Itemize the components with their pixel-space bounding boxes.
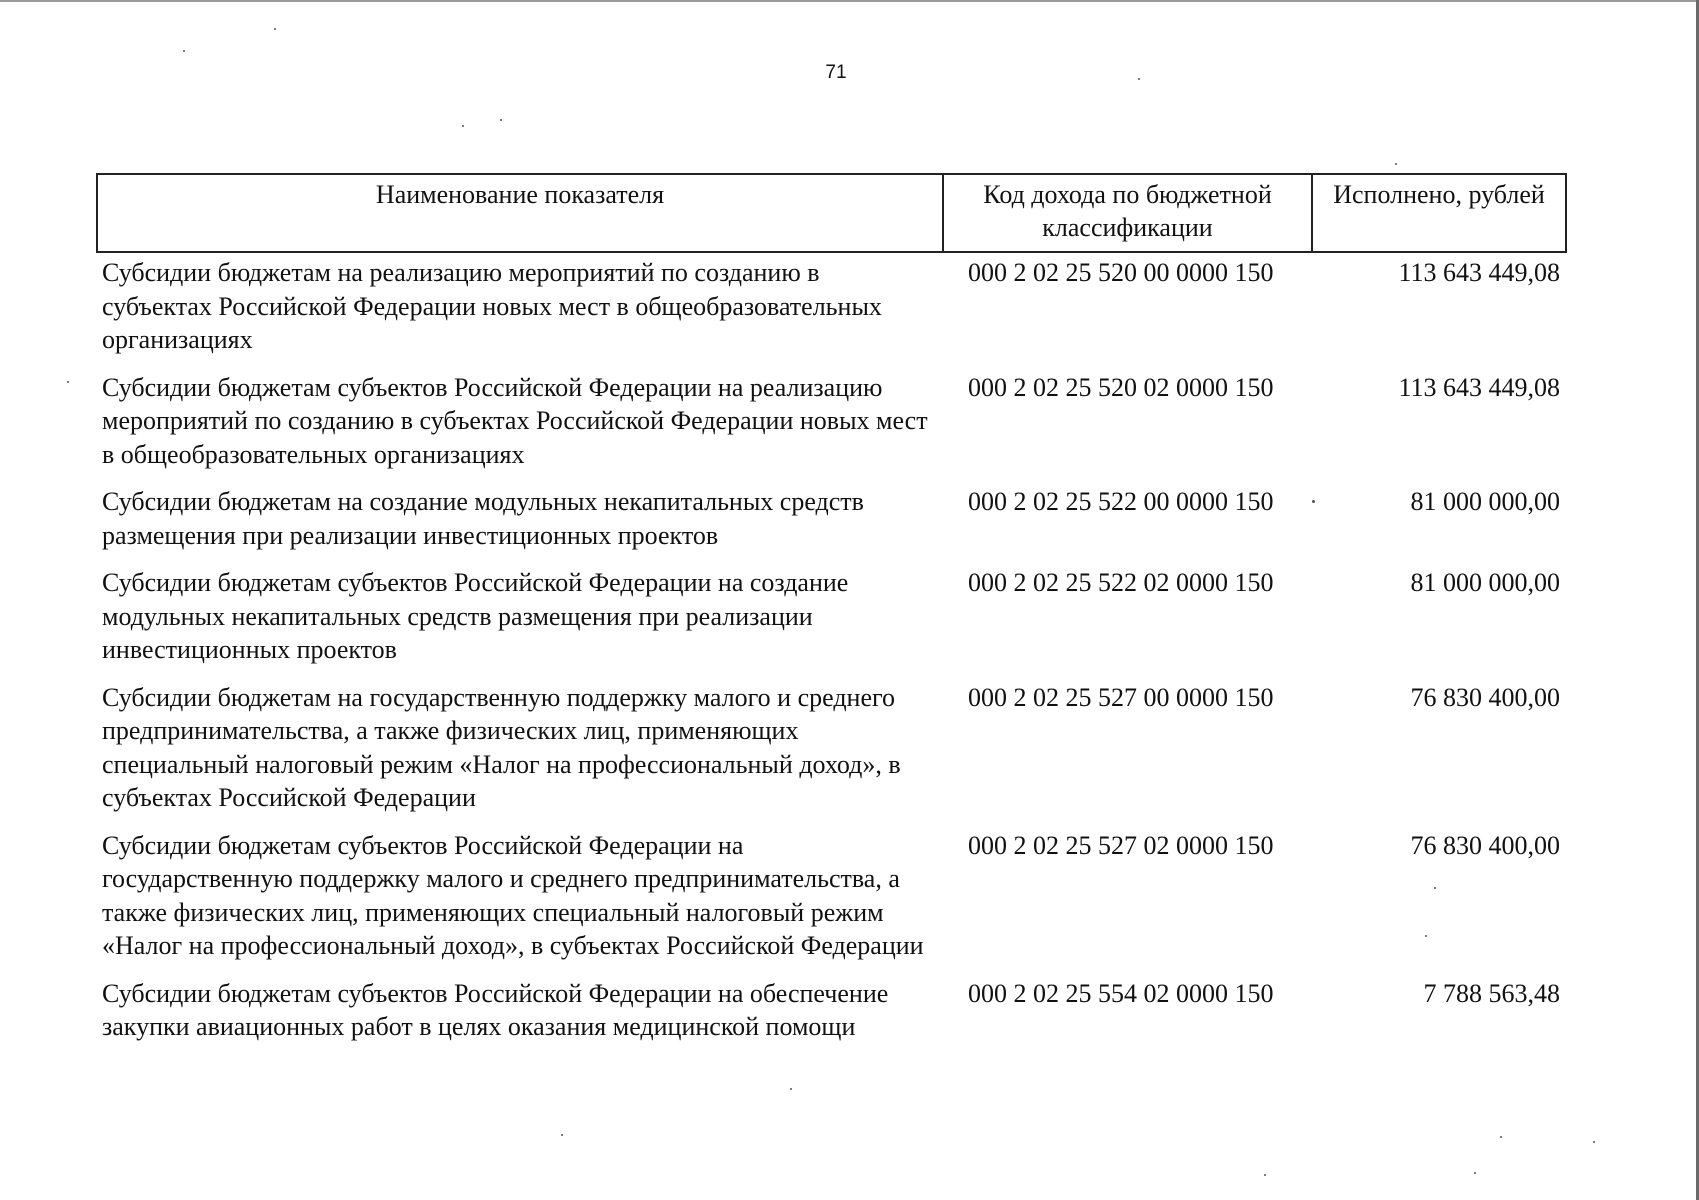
row-income-code: 000 2 02 25 527 00 0000 150 [968,682,1274,712]
row-executed-amount: 81 000 000,00 [1410,568,1560,597]
scan-speck [561,1134,563,1136]
row-income-code: 000 2 02 25 554 02 0000 150 [968,978,1274,1008]
row-income-code: 000 2 02 25 522 02 0000 150 [968,568,1274,597]
row-income-code: 000 2 02 25 527 02 0000 150 [968,830,1274,860]
scan-speck [1312,500,1315,503]
table-body [97,252,1566,1055]
row-indicator-name: Субсидии бюджетам субъектов Российской Федерации на создание модульных некапитальных средств размещения при реализации инвестиционных проектов [102,568,849,664]
scan-speck [1425,935,1427,937]
header-executed-amount: Исполнено, рублей [1312,174,1566,252]
row-indicator-name: Субсидии бюджетам на создание модульных некапитальных средств размещения при реализации инвестиционных проектов [102,487,864,550]
scan-speck [1264,1174,1266,1176]
table-row [97,252,1566,368]
scan-speck [462,125,464,127]
row-indicator-name: Субсидии бюджетам субъектов Российской Федерации на государственную поддержку малого и среднего предпринимательства, а также физических лиц, применяющих специальный налоговый режим «Налог на профессиональный доход», в субъектах Российской Федерации [102,830,924,960]
row-income-code: 000 2 02 25 522 00 0000 150 [968,487,1274,516]
scan-speck [1474,1172,1476,1174]
page-number: 71 [825,62,847,83]
row-executed-amount: 7 788 563,48 [1423,978,1560,1008]
budget-income-table [96,173,1567,1055]
budget-table-container [96,173,1565,1055]
scan-speck [1500,1136,1502,1138]
table-row [97,826,1566,974]
table-row [97,678,1566,826]
scan-speck [274,28,276,30]
table-row [97,482,1566,563]
scan-speck [1593,1141,1595,1143]
table-row [97,974,1566,1055]
row-indicator-name: Субсидии бюджетам на государственную поддержку малого и среднего предпринимательства, а также физических лиц, применяющих специальный налоговый режим «Налог на профессиональный доход», в субъектах Российской Федерации [102,682,901,812]
header-row [97,174,1566,252]
scan-speck [183,50,185,52]
scan-speck [790,1088,792,1090]
row-income-code: 000 2 02 25 520 02 0000 150 [968,372,1274,402]
header-indicator-name: Наименование показателя [97,174,943,252]
row-income-code: 000 2 02 25 520 00 0000 150 [968,258,1274,287]
scan-speck [1434,887,1436,889]
row-indicator-name: Субсидии бюджетам субъектов Российской Федерации на обеспечение закупки авиационных работ в целях оказания медицинской помощи [102,978,889,1041]
scan-speck [67,381,69,383]
scan-speck [500,119,502,121]
row-executed-amount: 113 643 449,08 [1398,372,1560,402]
scan-speck [1395,163,1397,165]
table-row [97,563,1566,678]
table-header [97,174,1566,252]
row-executed-amount: 113 643 449,08 [1398,258,1560,287]
scan-edge-top [0,0,1699,2]
row-executed-amount: 76 830 400,00 [1410,830,1560,860]
header-income-code: Код дохода по бюджетной классификации [943,174,1312,252]
table-row [97,368,1566,483]
row-indicator-name: Субсидии бюджетам на реализацию мероприятий по созданию в субъектах Российской Федерации новых мест в общеобразовательных организациях [102,258,882,354]
row-executed-amount: 76 830 400,00 [1410,682,1560,712]
row-executed-amount: 81 000 000,00 [1410,487,1560,516]
scan-speck [1138,78,1140,80]
row-indicator-name: Субсидии бюджетам субъектов Российской Федерации на реализацию мероприятий по созданию в субъектах Российской Федерации новых мест в общеобразовательных организациях [102,372,928,469]
